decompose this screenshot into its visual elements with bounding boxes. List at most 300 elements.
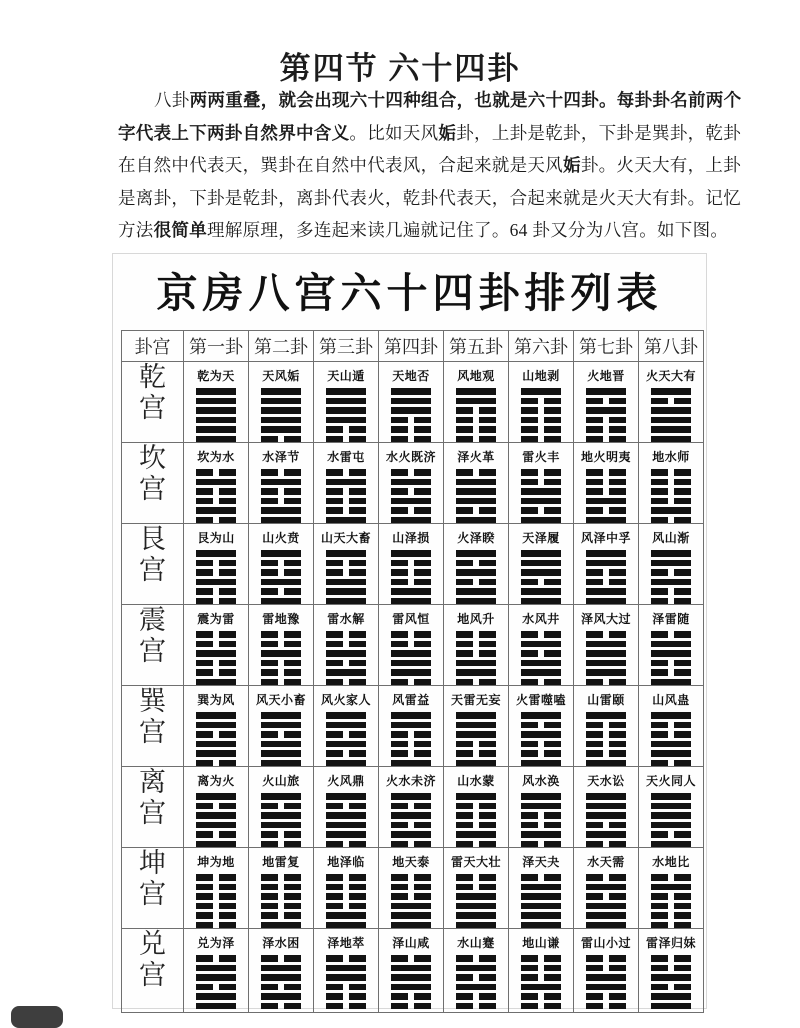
yin-line: [456, 803, 496, 810]
text-segment: 字代表上下两卦自然界中含义: [118, 122, 350, 143]
yang-line: [391, 760, 431, 767]
yin-line: [456, 469, 496, 476]
yin-line: [586, 965, 626, 972]
hexagram-figure: [651, 793, 691, 847]
hexagram-figure: [651, 631, 691, 685]
palace-character: 坎: [139, 443, 166, 474]
yang-line: [326, 388, 366, 395]
yin-line: [391, 426, 431, 433]
yin-line: [521, 407, 561, 414]
column-header: 第一卦: [184, 331, 249, 362]
hexagram-cell: [379, 929, 444, 1013]
yang-line: [456, 479, 496, 486]
yang-line: [521, 488, 561, 495]
yang-line: [651, 822, 691, 829]
yin-line: [196, 660, 236, 667]
palace-character: 离: [139, 767, 166, 798]
yang-line: [521, 560, 561, 567]
yin-line: [456, 426, 496, 433]
yin-line: [261, 893, 301, 900]
yin-line: [456, 750, 496, 757]
hexagram-name: 风山渐: [652, 531, 690, 545]
yang-line: [651, 436, 691, 443]
yang-line: [391, 669, 431, 676]
yang-line: [521, 912, 561, 919]
column-header: 第四卦: [379, 331, 444, 362]
yin-line: [521, 679, 561, 686]
yin-line: [586, 569, 626, 576]
yang-line: [651, 812, 691, 819]
column-header: 第五卦: [444, 331, 509, 362]
hexagram-figure: [456, 955, 496, 1009]
text-segment: 八卦: [154, 90, 190, 110]
yang-line: [261, 517, 301, 524]
yang-line: [651, 741, 691, 748]
yin-line: [586, 822, 626, 829]
yang-line: [326, 517, 366, 524]
yin-line: [456, 974, 496, 981]
yin-line: [196, 560, 236, 567]
yin-line: [326, 498, 366, 505]
yin-line: [456, 560, 496, 567]
hexagram-name: 火天大有: [645, 369, 696, 383]
yin-line: [521, 750, 561, 757]
hexagram-figure: [326, 793, 366, 847]
yin-line: [586, 398, 626, 405]
yin-line: [196, 955, 236, 962]
hexagram-cell: [639, 524, 704, 605]
yin-line: [456, 507, 496, 514]
page-title: 第四节 六十四卦: [279, 50, 521, 86]
hexagram-name: 天泽履: [522, 531, 560, 545]
hexagram-cell: [444, 605, 509, 686]
hexagram-cell: [574, 686, 639, 767]
hexagram-cell: [574, 767, 639, 848]
yang-line: [521, 922, 561, 929]
hexagram-cell: [639, 605, 704, 686]
yang-line: [261, 417, 301, 424]
palace-character: 坤: [139, 848, 166, 879]
table-header-row: [122, 331, 704, 362]
hexagram-figure: [196, 631, 236, 685]
yin-line: [326, 426, 366, 433]
yin-line: [261, 803, 301, 810]
hexagram-figure: [261, 631, 301, 685]
hexagram-figure: [456, 712, 496, 766]
yang-line: [586, 641, 626, 648]
yang-line: [261, 793, 301, 800]
yang-line: [391, 517, 431, 524]
yang-line: [586, 912, 626, 919]
yang-line: [196, 679, 236, 686]
hexagram-name: 水雷屯: [327, 450, 365, 464]
yin-line: [586, 679, 626, 686]
yin-line: [261, 841, 301, 848]
yang-line: [651, 417, 691, 424]
yang-line: [521, 831, 561, 838]
yang-line: [326, 760, 366, 767]
hexagram-name: 雷火丰: [522, 450, 560, 464]
hexagram-cell: [184, 686, 249, 767]
palace-row: [122, 686, 704, 767]
yin-line: [651, 874, 691, 881]
yin-line: [326, 507, 366, 514]
yin-line: [391, 507, 431, 514]
yin-line: [391, 750, 431, 757]
yin-line: [261, 588, 301, 595]
hexagram-figure: [261, 712, 301, 766]
hexagram-figure: [456, 631, 496, 685]
hexagram-name: 离为火: [197, 774, 235, 788]
hexagram-figure: [521, 469, 561, 523]
yang-line: [261, 398, 301, 405]
yin-line: [326, 884, 366, 891]
hexagram-cell: [639, 929, 704, 1013]
hexagram-name: 火泽睽: [457, 531, 495, 545]
yang-line: [456, 831, 496, 838]
yang-line: [651, 974, 691, 981]
hexagram-cell: [574, 362, 639, 443]
yang-line: [391, 550, 431, 557]
text-segment: 在自然中代表天，巽卦在自然中代表风，合起来就是天风: [118, 155, 563, 175]
column-header: 第二卦: [249, 331, 314, 362]
yin-line: [651, 588, 691, 595]
text-segment: 方法: [118, 220, 154, 240]
yin-line: [261, 912, 301, 919]
yang-line: [651, 993, 691, 1000]
yin-line: [326, 893, 366, 900]
yin-line: [326, 569, 366, 576]
yin-line: [456, 650, 496, 657]
hexagram-figure: [586, 388, 626, 442]
yin-line: [456, 822, 496, 829]
scroll-corner-widget[interactable]: [11, 1006, 63, 1028]
yang-line: [326, 793, 366, 800]
hexagram-figure: [586, 793, 626, 847]
yang-line: [586, 803, 626, 810]
hexagram-cell: [184, 362, 249, 443]
hexagram-figure: [391, 712, 431, 766]
text-segment: 姤: [563, 155, 581, 175]
yang-line: [586, 598, 626, 605]
hexagram-name: 风雷益: [392, 693, 430, 707]
hexagram-figure: [651, 712, 691, 766]
yin-line: [261, 488, 301, 495]
yin-line: [586, 417, 626, 424]
column-header: 第三卦: [314, 331, 379, 362]
yin-line: [456, 631, 496, 638]
yin-line: [391, 579, 431, 586]
yang-line: [651, 750, 691, 757]
yin-line: [651, 669, 691, 676]
hexagram-figure: [521, 712, 561, 766]
figure-title: 京房八宫六十四卦排列表: [156, 269, 663, 317]
hexagram-name: 地天泰: [392, 855, 430, 869]
hexagram-figure: [261, 955, 301, 1009]
yin-line: [196, 903, 236, 910]
palace-character: 宫: [139, 555, 166, 586]
palace-row: [122, 362, 704, 443]
yin-line: [326, 841, 366, 848]
hexagram-cell: [184, 929, 249, 1013]
hexagram-figure: [521, 793, 561, 847]
yin-line: [521, 650, 561, 657]
hexagram-name: 雷水解: [327, 612, 365, 626]
hexagram-figure: [196, 388, 236, 442]
yang-line: [456, 984, 496, 991]
hexagram-name: 水火既济: [385, 450, 436, 464]
yin-line: [651, 831, 691, 838]
yang-line: [586, 712, 626, 719]
yang-line: [261, 922, 301, 929]
yin-line: [651, 984, 691, 991]
yang-line: [326, 669, 366, 676]
yang-line: [456, 893, 496, 900]
yin-line: [391, 679, 431, 686]
hexagram-cell: [184, 605, 249, 686]
yang-line: [261, 712, 301, 719]
hexagram-cell: [639, 686, 704, 767]
hexagram-cell: [379, 767, 444, 848]
hexagram-cell: [314, 848, 379, 929]
yin-line: [326, 1003, 366, 1010]
palace-character: 宫: [139, 798, 166, 829]
yin-line: [326, 874, 366, 881]
yin-line: [586, 436, 626, 443]
hexagram-cell: [509, 929, 574, 1013]
hexagram-name: 火地晋: [587, 369, 625, 383]
yin-line: [196, 517, 236, 524]
yin-line: [651, 488, 691, 495]
hexagram-name: 火水未济: [385, 774, 436, 788]
hexagram-cell: [509, 362, 574, 443]
yang-line: [521, 388, 561, 395]
hexagram-figure: [326, 631, 366, 685]
palace-row: [122, 443, 704, 524]
hexagram-cell: [249, 443, 314, 524]
yin-line: [196, 912, 236, 919]
hexagram-cell: [249, 767, 314, 848]
hexagram-cell: [379, 848, 444, 929]
yin-line: [521, 874, 561, 881]
hexagram-name: 山地剥: [522, 369, 560, 383]
yin-line: [326, 631, 366, 638]
yin-line: [651, 598, 691, 605]
hexagram-name: 兑为泽: [197, 936, 235, 950]
yang-line: [651, 650, 691, 657]
yang-line: [326, 588, 366, 595]
yang-line: [326, 912, 366, 919]
hexagram-cell: [639, 767, 704, 848]
hexagram-figure: [651, 388, 691, 442]
yang-line: [326, 550, 366, 557]
hexagram-name: 风天小畜: [255, 693, 306, 707]
yang-line: [456, 903, 496, 910]
yin-line: [391, 874, 431, 881]
hexagram-figure: [651, 955, 691, 1009]
hexagram-figure: [651, 550, 691, 604]
yin-line: [391, 893, 431, 900]
yang-line: [326, 712, 366, 719]
yang-line: [261, 598, 301, 605]
yin-line: [326, 993, 366, 1000]
yin-line: [521, 426, 561, 433]
yang-line: [586, 760, 626, 767]
yang-line: [651, 407, 691, 414]
yang-line: [456, 569, 496, 576]
yin-line: [261, 903, 301, 910]
hexagram-name: 水风井: [522, 612, 560, 626]
yin-line: [586, 469, 626, 476]
yin-line: [391, 569, 431, 576]
palace-label: [122, 767, 184, 848]
hexagram-name: 水地比: [652, 855, 690, 869]
hexagram-cell: [184, 443, 249, 524]
hexagram-name: 风泽中孚: [580, 531, 631, 545]
yin-line: [456, 993, 496, 1000]
yin-line: [456, 884, 496, 891]
yang-line: [261, 507, 301, 514]
hexagram-name: 山天大畜: [320, 531, 371, 545]
yang-line: [456, 588, 496, 595]
yin-line: [261, 469, 301, 476]
yang-line: [391, 407, 431, 414]
yang-line: [521, 598, 561, 605]
hexagram-cell: [249, 929, 314, 1013]
yin-line: [196, 631, 236, 638]
yin-line: [521, 722, 561, 729]
palace-label: [122, 605, 184, 686]
yin-line: [261, 1003, 301, 1010]
palace-row: [122, 524, 704, 605]
yang-line: [196, 436, 236, 443]
hexagram-cell: [509, 524, 574, 605]
hexagram-name: 风火家人: [320, 693, 371, 707]
yang-line: [521, 712, 561, 719]
text-segment: 卦。火天大有，上卦: [580, 155, 742, 175]
yin-line: [456, 1003, 496, 1010]
hexagram-cell: [314, 929, 379, 1013]
yin-line: [391, 641, 431, 648]
yin-line: [456, 579, 496, 586]
yin-line: [586, 750, 626, 757]
yin-line: [326, 803, 366, 810]
yin-line: [586, 874, 626, 881]
yang-line: [456, 498, 496, 505]
yang-line: [456, 965, 496, 972]
hexagram-cell: [509, 767, 574, 848]
yin-line: [196, 598, 236, 605]
text-segment: 理解原理，多连起来读几遍就记住了。64 卦又分为八宫。如下图。: [207, 220, 729, 240]
yang-line: [391, 650, 431, 657]
hexagram-cell: [444, 362, 509, 443]
yin-line: [521, 955, 561, 962]
yin-line: [391, 417, 431, 424]
yin-line: [196, 803, 236, 810]
yang-line: [586, 974, 626, 981]
yang-line: [456, 550, 496, 557]
yin-line: [261, 884, 301, 891]
yang-line: [391, 712, 431, 719]
yin-line: [586, 1003, 626, 1010]
yang-line: [196, 712, 236, 719]
column-header: 第六卦: [509, 331, 574, 362]
yin-line: [326, 660, 366, 667]
hexagram-name: 天火同人: [645, 774, 696, 788]
hexagram-figure: [586, 469, 626, 523]
yin-line: [521, 993, 561, 1000]
hexagram-name: 山水蒙: [457, 774, 495, 788]
yang-line: [326, 741, 366, 748]
yin-line: [651, 517, 691, 524]
yang-line: [521, 731, 561, 738]
hexagram-cell: [509, 443, 574, 524]
hexagram-name: 地火明夷: [580, 450, 631, 464]
hexagram-name: 雷风恒: [392, 612, 430, 626]
hexagram-cell: [444, 848, 509, 929]
hexagram-table: [121, 330, 704, 1013]
yang-line: [196, 841, 236, 848]
yin-line: [521, 417, 561, 424]
yin-line: [261, 660, 301, 667]
yang-line: [261, 812, 301, 819]
paragraph-line: [118, 149, 742, 182]
palace-character: 宫: [139, 393, 166, 424]
yin-line: [261, 874, 301, 881]
yin-line: [586, 841, 626, 848]
yin-line: [456, 812, 496, 819]
yin-line: [521, 631, 561, 638]
yin-line: [261, 984, 301, 991]
hexagram-figure: [326, 955, 366, 1009]
hexagram-cell: [639, 443, 704, 524]
palace-character: 宫: [139, 474, 166, 505]
yin-line: [521, 469, 561, 476]
yin-line: [326, 679, 366, 686]
yang-line: [261, 750, 301, 757]
yang-line: [326, 479, 366, 486]
hexagram-name: 巽为风: [197, 693, 235, 707]
yang-line: [586, 984, 626, 991]
yang-line: [326, 922, 366, 929]
yin-line: [651, 631, 691, 638]
yang-line: [261, 650, 301, 657]
palace-label: [122, 848, 184, 929]
column-header: 第八卦: [639, 331, 704, 362]
yang-line: [586, 588, 626, 595]
yang-line: [456, 760, 496, 767]
yin-line: [456, 955, 496, 962]
hexagram-figure: [391, 874, 431, 928]
yang-line: [196, 993, 236, 1000]
yang-line: [391, 793, 431, 800]
yang-line: [196, 507, 236, 514]
column-header: 第七卦: [574, 331, 639, 362]
yang-line: [391, 903, 431, 910]
yang-line: [391, 831, 431, 838]
hexagram-figure: [391, 469, 431, 523]
yang-line: [391, 498, 431, 505]
yin-line: [521, 841, 561, 848]
yang-line: [456, 598, 496, 605]
hexagram-figure: [456, 388, 496, 442]
yang-line: [391, 974, 431, 981]
yang-line: [196, 579, 236, 586]
hexagram-name: 天水讼: [587, 774, 625, 788]
yang-line: [521, 884, 561, 891]
yang-line: [261, 550, 301, 557]
hexagram-figure: [391, 550, 431, 604]
